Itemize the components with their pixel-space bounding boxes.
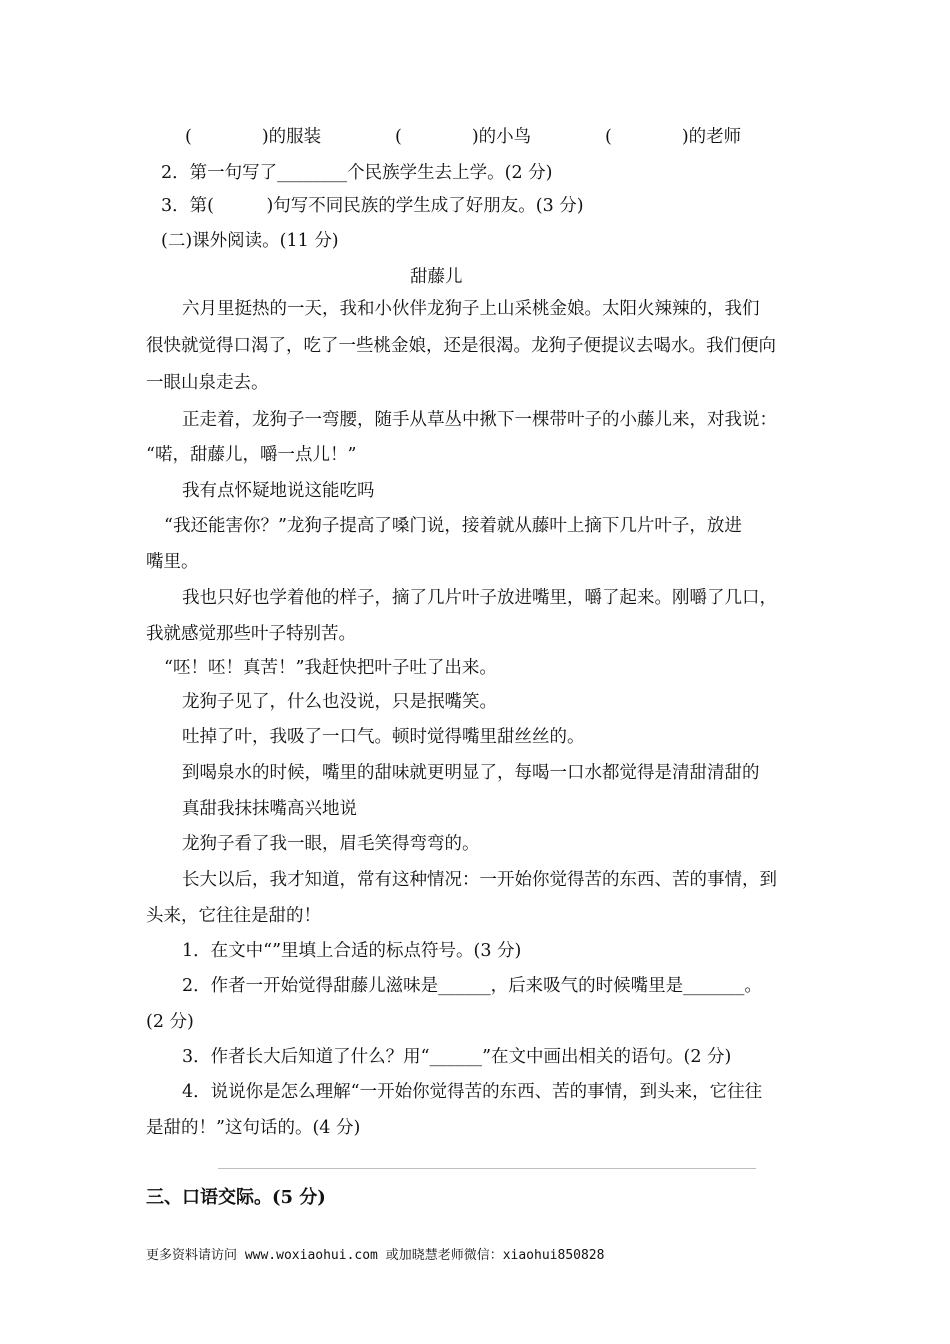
story-line: 到喝泉水的时候，嘴里的甜味就更明显了，每喝一口水都觉得是清甜清甜的 xyxy=(182,763,760,783)
question-text: (2 分) xyxy=(146,1012,194,1032)
story-line: 我就感觉那些叶子特别苦。 xyxy=(146,624,356,644)
fill-in-item: ( )的小鸟 xyxy=(395,127,532,147)
question-text: 3．作者长大后知道了什么？用“______”在文中画出相关的语句。(2 分) xyxy=(182,1047,732,1067)
story-line: 嘴里。 xyxy=(146,552,199,572)
story-line: “喏，甜藤儿，嚼一点儿！” xyxy=(146,445,357,465)
fill-in-item: ( )的服装 xyxy=(185,127,322,147)
story-line: 我有点怀疑地说这能吃吗 xyxy=(182,481,375,501)
section-heading: (二)课外阅读。(11 分) xyxy=(161,231,339,251)
story-line: 正走着，龙狗子一弯腰，随手从草丛中揪下一棵带叶子的小藤儿来，对我说： xyxy=(182,410,777,430)
footer-note: 更多资料请访问 www.woxiaohui.com 或加晓慧老师微信：xiaohui850828 xyxy=(146,1248,605,1263)
story-line: 头来，它往往是甜的！ xyxy=(146,906,321,926)
question-text: 1．在文中“”里填上合适的标点符号。(3 分) xyxy=(182,941,522,961)
divider xyxy=(218,1168,756,1169)
story-line: 我也只好也学着他的样子，摘了几片叶子放进嘴里，嚼了起来。刚嚼了几口， xyxy=(182,588,777,608)
fill-in-item: ( )的老师 xyxy=(605,127,742,147)
question-text: 3．第( )句写不同民族的学生成了好朋友。(3 分) xyxy=(161,196,584,216)
story-line: “我还能害你？”龙狗子提高了嗓门说，接着就从藤叶上摘下几片叶子，放进 xyxy=(164,516,742,536)
story-title: 甜藤儿 xyxy=(410,267,463,287)
story-line: 一眼山泉走去。 xyxy=(146,373,269,393)
question-text: 4．说说你是怎么理解“一开始你觉得苦的东西、苦的事情，到头来，它往往 xyxy=(182,1082,763,1102)
question-text: 是甜的！”这句话的。(4 分) xyxy=(146,1118,361,1138)
question-text: 2．作者一开始觉得甜藤儿滋味是______，后来吸气的时候嘴里是_______。 xyxy=(182,976,762,996)
story-line: 很快就觉得口渴了，吃了一些桃金娘，还是很渴。龙狗子便提议去喝水。我们便向 xyxy=(146,336,776,356)
section-heading: 三、口语交际。(5 分) xyxy=(146,1187,326,1208)
story-line: 龙狗子见了，什么也没说，只是抿嘴笑。 xyxy=(182,692,497,712)
story-line: 吐掉了叶，我吸了一口气。顿时觉得嘴里甜丝丝的。 xyxy=(182,727,585,747)
story-line: 龙狗子看了我一眼，眉毛笑得弯弯的。 xyxy=(182,834,480,854)
story-line: 真甜我抹抹嘴高兴地说 xyxy=(182,799,357,819)
question-text: 2．第一句写了________个民族学生去上学。(2 分) xyxy=(161,163,553,183)
story-line: 六月里挺热的一天，我和小伙伴龙狗子上山采桃金娘。太阳火辣辣的，我们 xyxy=(182,299,760,319)
story-line: 长大以后，我才知道，常有这种情况：一开始你觉得苦的东西、苦的事情，到 xyxy=(182,870,777,890)
story-line: “呸！呸！真苦！”我赶快把叶子吐了出来。 xyxy=(164,658,497,678)
